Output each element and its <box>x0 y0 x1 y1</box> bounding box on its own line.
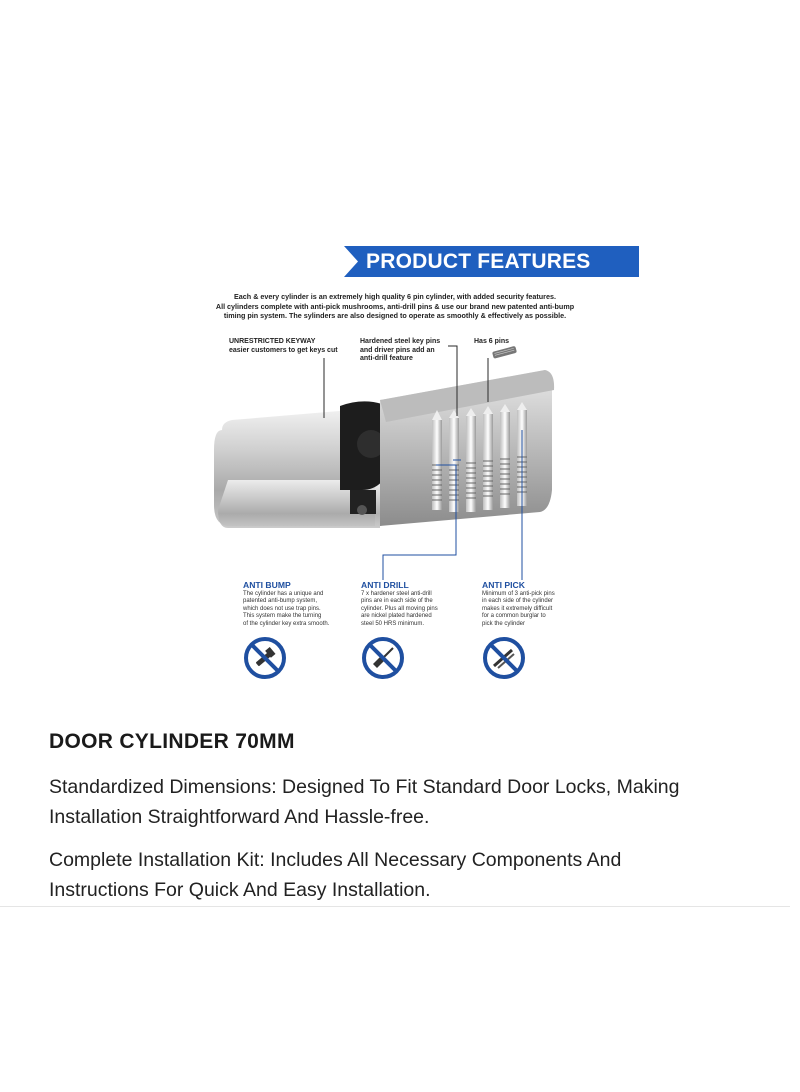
callout-keyway-text: easier customers to get keys cut <box>229 346 338 354</box>
feature-desc-line: This system make the turning <box>243 613 322 620</box>
feature-desc-line: pick the cylinder <box>482 620 526 627</box>
feature-title: ANTI BUMP <box>243 580 291 590</box>
feature-desc-line: 7 x hardener steel anti-drill <box>361 591 432 597</box>
feature-title: ANTI PICK <box>482 580 525 590</box>
feature-description <box>482 591 592 628</box>
description-line: Complete Installation Kit: Includes All Necessary Components And <box>49 849 622 871</box>
description-line: Instructions For Quick And Easy Installation. <box>49 879 431 901</box>
description-line: Standardized Dimensions: Designed To Fit Standard Door Locks, Making <box>49 776 680 798</box>
feature-desc-line: makes it extremely difficult <box>482 605 553 612</box>
product-title: DOOR CYLINDER 70MM <box>49 730 295 753</box>
feature-title: ANTI DRILL <box>361 580 409 590</box>
intro-line: timing pin system. The sylinders are also designed to operate as smoothly & effectively as possible. <box>223 311 567 321</box>
feature-anti-drill <box>361 580 471 628</box>
section-divider <box>0 906 790 907</box>
cylinder-diagram <box>200 340 600 580</box>
intro-line: Each & every cylinder is an extremely high quality 6 pin cylinder, with added security features. <box>234 292 556 301</box>
description-dimensions <box>49 772 789 832</box>
feature-desc-line: patented anti-bump system, <box>243 598 318 605</box>
feature-desc-line: pins are in each side of the <box>361 598 433 605</box>
feature-desc-line: of the cylinder key extra smooth. <box>243 620 330 627</box>
feature-desc-line: Minimum of 3 anti-pick pins <box>482 591 555 597</box>
feature-anti-pick <box>482 580 592 628</box>
intro-line: All cylinders complete with anti-pick mushrooms, anti-drill pins & use our brand new patented anti-bump <box>215 301 575 311</box>
callout-six-pins-text: Has 6 pins <box>474 338 510 345</box>
no-bump-icon <box>243 636 287 680</box>
callout-pins-line: Hardened steel key pins <box>360 338 441 345</box>
feature-desc-line: steel 50 HRS minimum. <box>361 620 425 627</box>
feature-description <box>361 591 471 628</box>
intro-text <box>200 292 590 321</box>
product-features-banner <box>344 246 639 277</box>
feature-anti-bump <box>243 580 353 628</box>
feature-desc-line: are nickel plated hardened <box>361 613 432 620</box>
feature-desc-line: which does not use trap pins. <box>243 605 321 612</box>
callout-pins-line: anti-drill feature <box>360 355 413 363</box>
feature-description <box>243 591 353 628</box>
callout-pins-line: and driver pins add an <box>360 346 435 354</box>
banner-title: PRODUCT FEATURES <box>366 250 591 273</box>
feature-desc-line: for a common burglar to <box>482 613 546 620</box>
no-drill-icon <box>361 636 405 680</box>
feature-desc-line: in each side of the cylinder <box>482 598 554 605</box>
description-line: Installation Straightforward And Hassle-free. <box>49 806 430 828</box>
no-pick-icon <box>482 636 526 680</box>
callout-keyway-heading: UNRESTRICTED KEYWAY <box>229 338 316 345</box>
description-installation-kit <box>49 845 789 905</box>
feature-desc-line: cylinder. Plus all moving pins <box>361 605 438 612</box>
feature-desc-line: The cylinder has a unique and <box>243 591 324 597</box>
